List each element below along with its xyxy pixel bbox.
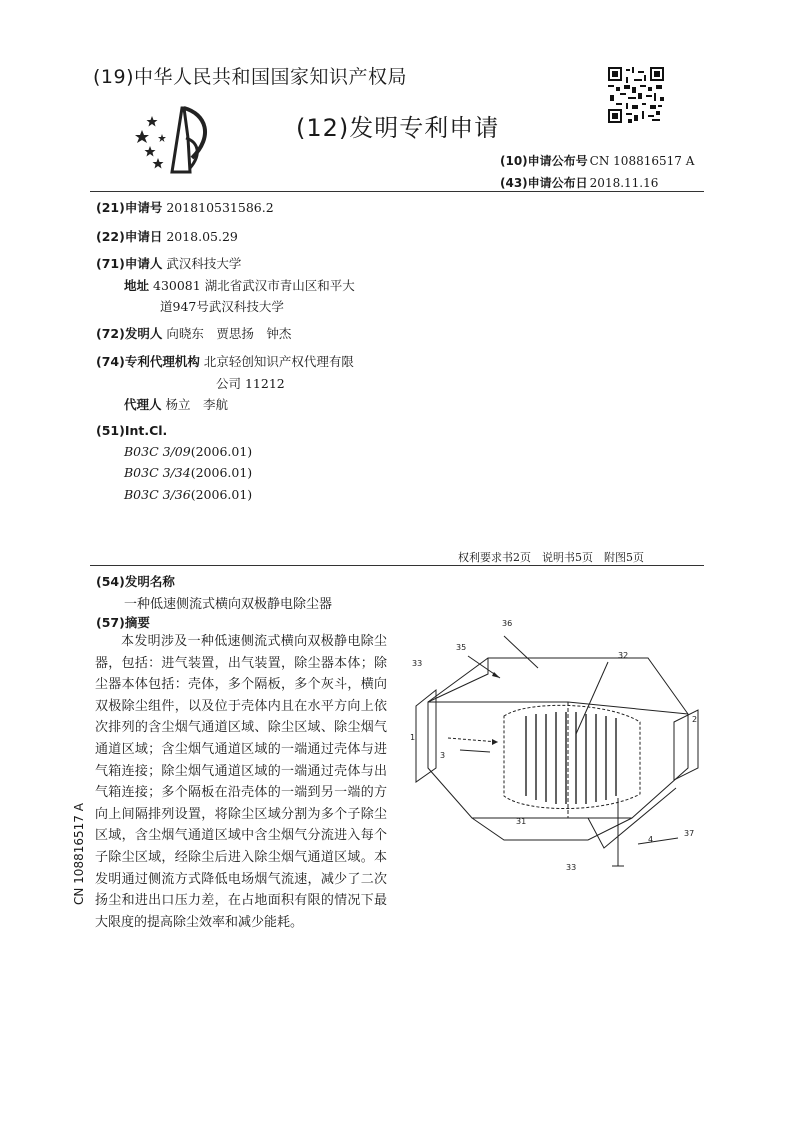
address-line-1: 430081 湖北省武汉市青山区和平大	[153, 278, 355, 293]
inventor-row	[96, 324, 291, 342]
figure-label-35: 35	[456, 643, 467, 652]
header-divider	[90, 191, 704, 192]
application-date: 2018.05.29	[166, 229, 238, 244]
address-label: 地址	[124, 278, 150, 293]
agency-line-2: 公司 11212	[216, 376, 285, 391]
inventors: 向晓东 贾思扬 钟杰	[166, 326, 292, 341]
int-cl-label: (51)Int.Cl.	[96, 423, 168, 438]
abstract-text: 本发明涉及一种低速侧流式横向双极静电除尘器，包括：进气装置，出气装置，除尘器本体；除尘器本体包括：壳体，多个隔板，多个灰斗，横向双极除尘组件，以及位于壳体内且在水平方向上依次排列的含尘烟气通道区域、除尘区域、除尘烟气通道区域；含尘烟气通道区域的一端通过壳体与进气箱连接；除尘烟气通道区域的一端通过壳体与出气箱连接；多个隔板在沿壳体的一端到另一端的方向上间隔排列设置，将除尘区域分割为多个子除尘区域，含尘烟气通道区域中含尘烟气分流进入每个子除尘区域，经除尘后进入除尘烟气通道区域。本发明通过侧流方式降低电场烟气流速，减少了二次扬尘和进出口压力差，在占地面积有限的情况下最大限度的提高除尘效率和减少能耗。	[95, 634, 387, 930]
applicant-label: (71)申请人	[96, 256, 163, 271]
publication-date-label: (43)申请公布日	[500, 176, 588, 190]
applicant: 武汉科技大学	[166, 256, 242, 271]
address-row	[124, 276, 355, 294]
applicant-row	[96, 254, 241, 272]
application-date-row	[96, 227, 238, 245]
figure-label-2: 2	[692, 715, 698, 724]
ipc-entry: B03C 3/36(2006.01)	[124, 487, 253, 502]
application-number-row	[96, 198, 274, 216]
ipc-entry: B03C 3/34(2006.01)	[124, 465, 253, 480]
abstract-label: (57)摘要	[96, 615, 150, 630]
side-publication-number: CN 108816517 A	[72, 803, 86, 905]
publication-number-row	[500, 152, 694, 169]
publication-date-row	[500, 174, 658, 191]
publication-number: CN 108816517 A	[589, 154, 695, 168]
agency-line-1: 北京轻创知识产权代理有限	[203, 354, 354, 369]
invention-title: 一种低速侧流式横向双极静电除尘器	[124, 597, 333, 612]
cnipa-logo	[128, 98, 228, 178]
ipc-entry: B03C 3/09(2006.01)	[124, 444, 253, 459]
figure-label-1: 1	[410, 733, 416, 742]
application-number-label: (21)申请号	[96, 200, 163, 215]
figure-label-3: 3	[440, 751, 446, 760]
body-divider	[90, 565, 704, 566]
publication-date: 2018.11.16	[589, 176, 659, 190]
title-label: (54)发明名称	[96, 574, 175, 589]
agency-row	[96, 352, 354, 370]
agent-row	[124, 395, 228, 413]
document-type: (12)发明专利申请	[296, 114, 500, 142]
address-line-2: 道947号武汉科技大学	[160, 299, 284, 314]
figure-label-37: 37	[684, 829, 695, 838]
agent-label: 代理人	[124, 397, 162, 412]
inventor-label: (72)发明人	[96, 326, 163, 341]
figure-label-33: 33	[412, 659, 423, 668]
publication-number-label: (10)申请公布号	[500, 154, 588, 168]
office-name: (19)中华人民共和国国家知识产权局	[93, 66, 408, 88]
agents: 杨立 李航	[165, 397, 229, 412]
qr-code[interactable]	[608, 67, 664, 123]
figure-label-33b: 33	[566, 863, 577, 872]
page-counts: 权利要求书2页 说明书5页 附图5页	[458, 551, 644, 564]
figure-label-36: 36	[502, 619, 513, 628]
application-number: 201810531586.2	[166, 200, 274, 215]
application-date-label: (22)申请日	[96, 229, 163, 244]
figure-label-32: 32	[618, 651, 629, 660]
precipitator-figure	[408, 618, 708, 880]
figure-label-4: 4	[648, 835, 654, 844]
figure-label-31: 31	[516, 817, 527, 826]
agency-label: (74)专利代理机构	[96, 354, 200, 369]
